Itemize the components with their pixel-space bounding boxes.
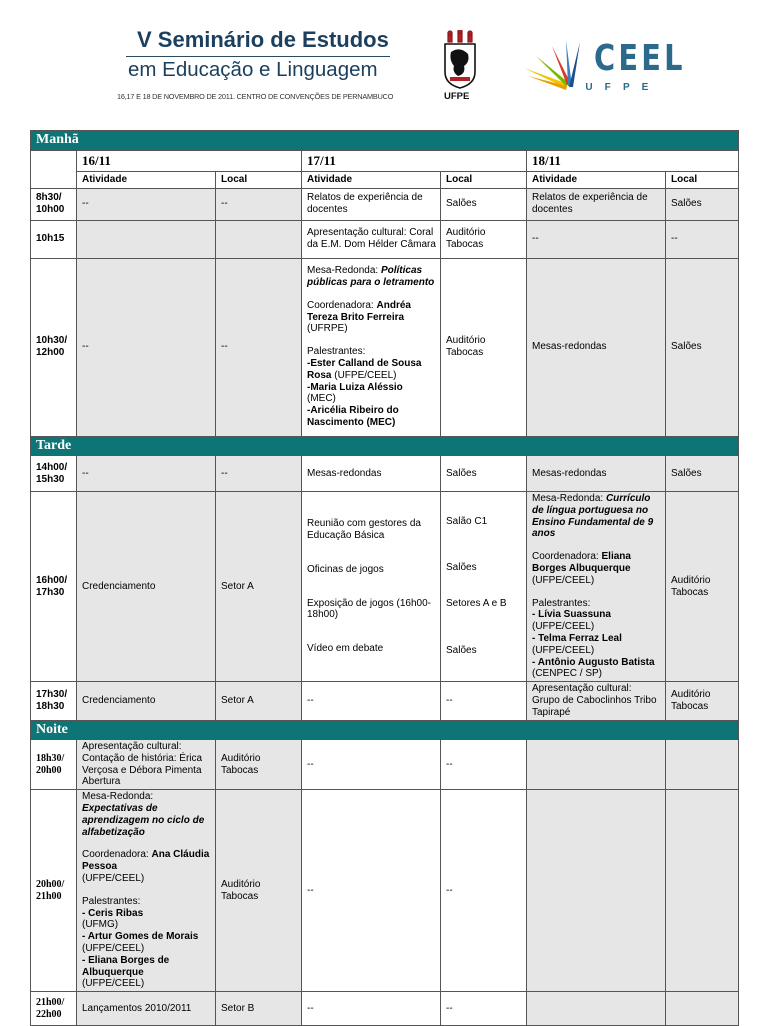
activity-cell — [527, 740, 666, 790]
table-row — [31, 492, 739, 682]
round-table-label: Mesa-Redonda: — [82, 791, 154, 803]
activity-cell: Apresentação cultural: Coral da E.M. Dom Hélder Câmara — [302, 220, 441, 258]
section-row-noite — [31, 720, 739, 740]
location-item: Setores A e B — [446, 597, 507, 609]
ceel-subtitle — [582, 82, 652, 93]
round-table-label: Mesa-Redonda: — [532, 493, 604, 505]
activity-cell: Mesas-redondas — [527, 456, 666, 492]
table-row — [31, 220, 739, 258]
activity-list-cell — [302, 492, 441, 682]
activity-item: Oficinas de jogos — [307, 563, 384, 575]
location-cell — [216, 220, 302, 258]
speaker-institution: (UFPE/CEEL) — [82, 943, 145, 955]
location-cell: Setor A — [216, 682, 302, 720]
location-cell: Auditório Tabocas — [666, 682, 739, 720]
round-table-title: Políticas públicas para o letramento — [307, 265, 435, 289]
date-header-row — [31, 150, 739, 171]
activity-item: Vídeo em debate — [307, 643, 384, 655]
speaker-institution: (UFPE/CEEL) — [334, 369, 397, 381]
activity-cell: Credenciamento — [77, 492, 216, 682]
activity-cell: Mesas-redondas — [302, 456, 441, 492]
speaker-name: -Ester Calland de Sousa Rosa — [307, 358, 422, 381]
activity-cell: Apresentação cultural: Grupo de Caboclinhos Tribo Tapirapé — [527, 682, 666, 720]
time-cell: 16h00/ 17h30 — [31, 492, 77, 682]
time-cell: 10h15 — [31, 220, 77, 258]
ceel-sub-letter: U — [585, 82, 593, 93]
activity-cell: -- — [77, 188, 216, 220]
activity-cell: -- — [302, 790, 441, 992]
location-cell: -- — [216, 188, 302, 220]
column-header-row — [31, 171, 739, 188]
section-title: Tarde — [31, 436, 739, 456]
section-title: Noite — [31, 720, 739, 740]
table-row — [31, 188, 739, 220]
location-cell: Setor B — [216, 992, 302, 1026]
round-table-title: Currículo de língua portuguesa no Ensino Fundamental de 9 anos — [532, 493, 654, 540]
activity-cell: -- — [302, 682, 441, 720]
location-cell: Auditório Tabocas — [216, 790, 302, 992]
time-cell: 21h00/ 22h00 — [31, 992, 77, 1026]
date-header: 18/11 — [527, 150, 739, 171]
speaker-institution: (UFMG) — [82, 919, 119, 931]
activity-cell — [527, 992, 666, 1026]
location-cell: Salões — [666, 456, 739, 492]
event-title-line1: V Seminário de Estudos — [137, 27, 389, 52]
activity-cell: Mesas-redondas — [527, 258, 666, 436]
speakers-label: Palestrantes: — [307, 346, 366, 358]
activity-cell: -- — [527, 220, 666, 258]
speaker-institution: (MEC) — [307, 393, 336, 405]
location-cell: Salões — [441, 456, 527, 492]
column-header-atividade: Atividade — [527, 171, 666, 188]
empty-corner-cell — [31, 150, 77, 188]
coordinator-label: Coordenadora: — [532, 551, 599, 563]
activity-cell: Lançamentos 2010/2011 — [77, 992, 216, 1026]
activity-cell — [77, 220, 216, 258]
coordinator-institution: (UFRPE) — [307, 323, 348, 335]
time-cell: 8h30/ 10h00 — [31, 188, 77, 220]
activity-cell: Relatos de experiência de docentes — [527, 188, 666, 220]
section-row-manha — [31, 131, 739, 151]
date-header: 16/11 — [77, 150, 302, 171]
table-row — [31, 258, 739, 436]
activity-cell: -- — [302, 992, 441, 1026]
round-table-title: Expectativas de aprendizagem no ciclo de alfabetização — [82, 803, 205, 838]
location-cell: -- — [441, 790, 527, 992]
section-title: Manhã — [31, 131, 739, 151]
coordinator-name: Ana Cláudia Pessoa — [82, 849, 210, 873]
round-table-label: Mesa-Redonda: — [307, 265, 379, 277]
table-row — [31, 740, 739, 790]
ceel-sub-letter: E — [641, 82, 649, 93]
speaker-institution: (UFPE/CEEL) — [82, 978, 145, 990]
table-row — [31, 456, 739, 492]
speaker-name: - Antônio Augusto Batista — [532, 656, 655, 668]
speakers-label: Palestrantes: — [82, 895, 141, 907]
location-cell: Setor A — [216, 492, 302, 682]
activity-cell: Credenciamento — [77, 682, 216, 720]
table-row — [31, 682, 739, 720]
speaker-name: - Ceris Ribas — [82, 907, 144, 919]
coordinator-name: Eliana Borges Albuquerque — [532, 551, 631, 575]
date-header: 17/11 — [302, 150, 527, 171]
column-header-atividade: Atividade — [77, 171, 216, 188]
coordinator-institution: (UFPE/CEEL) — [532, 574, 595, 586]
schedule-table — [30, 130, 739, 1026]
activity-cell: Apresentação cultural: Contação de história: Érica Verçosa e Débora Pimenta Abertura — [77, 740, 216, 790]
speaker-name: - Eliana Borges de Albuquerque — [82, 954, 170, 978]
activity-cell: -- — [77, 456, 216, 492]
location-cell: Salões — [666, 188, 739, 220]
ceel-wordmark: CEEL — [594, 38, 686, 79]
activity-item: Reunião com gestores da Educação Básica — [307, 518, 421, 542]
ceel-sub-letter: F — [604, 82, 611, 93]
table-row — [31, 790, 739, 992]
document-header — [0, 0, 768, 120]
speaker-name: -Aricélia Ribeiro do Nascimento (MEC) — [307, 405, 399, 428]
speakers-label: Palestrantes: — [532, 597, 591, 609]
location-cell — [666, 790, 739, 992]
column-header-local: Local — [666, 171, 739, 188]
title-divider — [126, 56, 390, 57]
location-item: Salões — [446, 645, 477, 657]
event-title-line2: em Educação e Linguagem — [128, 58, 378, 81]
round-table-cell — [302, 258, 441, 436]
location-cell: -- — [216, 456, 302, 492]
section-row-tarde — [31, 436, 739, 456]
time-cell: 10h30/ 12h00 — [31, 258, 77, 436]
location-cell: -- — [441, 992, 527, 1026]
round-table-cell — [77, 790, 216, 992]
ufpe-label: UFPE — [444, 91, 470, 102]
event-date-location: 16,17 E 18 DE NOVEMBRO DE 2011. CENTRO DE CONVENÇÕES DE PERNAMBUCO — [117, 92, 394, 101]
location-cell: Auditório Tabocas — [216, 740, 302, 790]
coordinator-label: Coordenadora: — [82, 849, 149, 861]
speaker-institution: (CENPEC / SP) — [532, 668, 603, 680]
speaker-name: - Lívia Suassuna — [532, 609, 611, 621]
location-cell — [666, 740, 739, 790]
speaker-name: -Maria Luiza Aléssio — [307, 381, 403, 393]
location-cell — [666, 992, 739, 1026]
activity-cell: Relatos de experiência de docentes — [302, 188, 441, 220]
location-item: Salão C1 — [446, 516, 488, 528]
location-cell: -- — [441, 682, 527, 720]
location-cell: Salões — [666, 258, 739, 436]
speaker-institution: (UFPE/CEEL) — [532, 644, 595, 656]
activity-cell: -- — [302, 740, 441, 790]
location-cell: -- — [216, 258, 302, 436]
column-header-local: Local — [441, 171, 527, 188]
location-cell: Auditório Tabocas — [441, 220, 527, 258]
table-row — [31, 992, 739, 1026]
speaker-institution: (UFPE/CEEL) — [532, 621, 595, 633]
time-cell: 17h30/ 18h30 — [31, 682, 77, 720]
round-table-cell — [527, 492, 666, 682]
time-cell: 14h00/ 15h30 — [31, 456, 77, 492]
location-cell: -- — [441, 740, 527, 790]
location-item: Salões — [446, 561, 477, 573]
location-list-cell — [441, 492, 527, 682]
speaker-name: - Telma Ferraz Leal — [532, 633, 622, 644]
location-cell: -- — [666, 220, 739, 258]
speaker-name: - Artur Gomes de Morais — [82, 931, 199, 943]
location-cell: Salões — [441, 188, 527, 220]
location-cell: Auditório Tabocas — [666, 492, 739, 682]
column-header-atividade: Atividade — [302, 171, 441, 188]
column-header-local: Local — [216, 171, 302, 188]
activity-item: Exposição de jogos (16h00-18h00) — [307, 597, 431, 621]
coordinator-label: Coordenadora: — [307, 299, 374, 311]
coordinator-institution: (UFPE/CEEL) — [82, 873, 145, 885]
location-cell: Auditório Tabocas — [441, 258, 527, 436]
time-cell: 18h30/ 20h00 — [31, 740, 77, 790]
activity-cell — [527, 790, 666, 992]
time-cell: 20h00/ 21h00 — [31, 790, 77, 992]
ceel-sub-letter: P — [622, 82, 630, 93]
coordinator-name: Andréa Tereza Brito Ferreira — [307, 299, 411, 323]
activity-cell: -- — [77, 258, 216, 436]
